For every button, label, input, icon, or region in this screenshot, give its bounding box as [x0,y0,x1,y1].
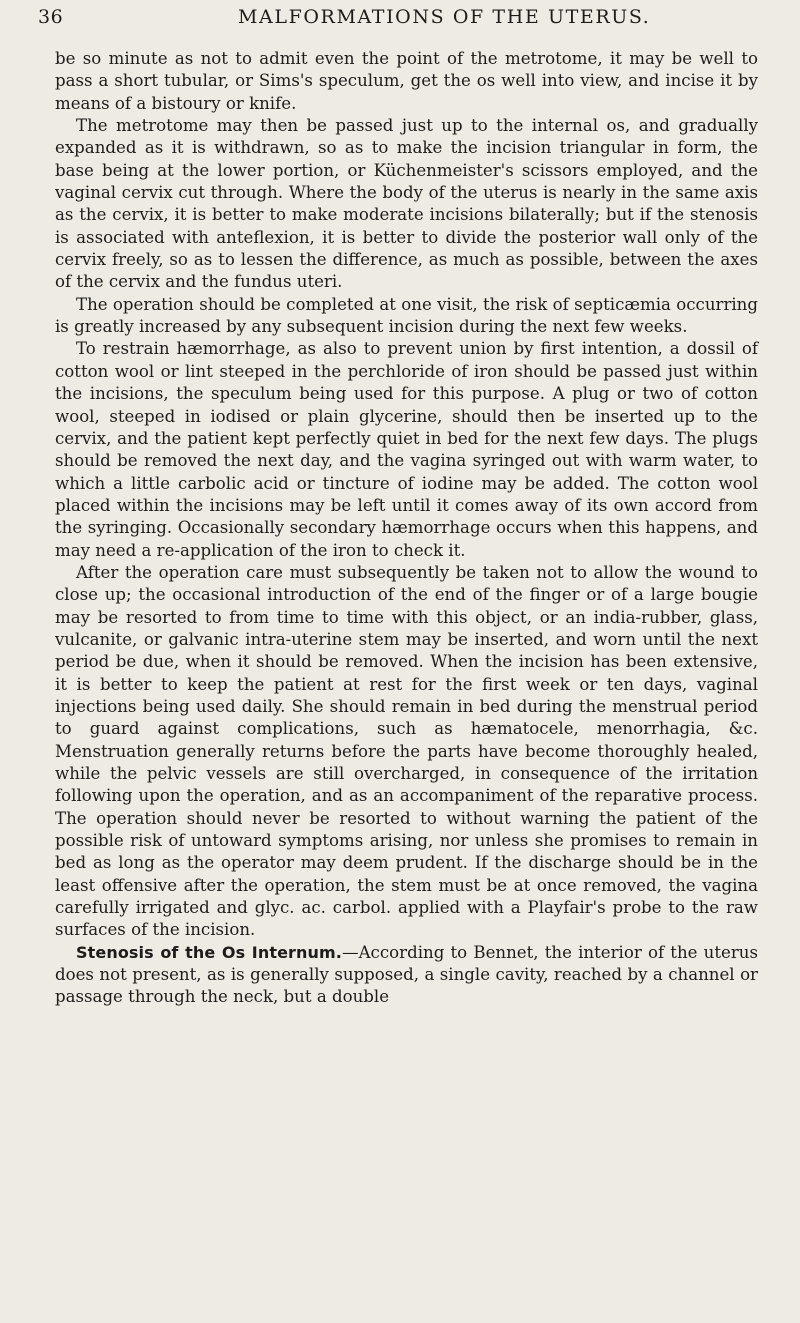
paragraph-aftercare: After the operation care must subsequently be taken not to allow the wound to close up; the occasional introduction of the end of the finger or of a large bougie may be resorted to from time to time with this object, or an india-rubber, glass, vulcanite, or galvanic intra-uterine stem may be inserted, and worn until the next period be due, when it should be removed. When the incision has been extensive, it is better to keep the patient at rest for the first week or ten days, vaginal injections being used daily. She should remain in bed during the menstrual period to guard against complications, such as hæmatocele, menorrhagia, &c. Menstruation generally returns before the parts have become thoroughly healed, while the pelvic vessels are still overcharged, in consequence of the irritation following upon the operation, and as an accompaniment of the reparative process. The operation should never be resorted to without warning the patient of the possible risk of untoward symptoms arising, nor unless she promises to remain in bed as long as the operator may deem prudent. If the discharge should be in the least offensive after the operation, the stem must be at once removed, the vagina carefully irrigated and glyc. ac. carbol. applied with a Playfair's probe to the raw surfaces of the incision. [55,562,758,940]
paragraph-haemorrhage: To restrain hæmorrhage, as also to prevent union by first intention, a dossil of cotton wool or lint steeped in the perchloride of iron should be passed just within the incisions, the speculum being used for this purpose. A plug or two of cotton wool, steeped in iodised or plain glycerine, should then be inserted up to the cervix, and the patient kept perfectly quiet in bed for the next few days. The plugs should be removed the next day, and the vagina syringed out with warm water, to which a little carbolic acid or tincture of iodine may be added. The cotton wool placed within the incisions may be left until it comes away of its own accord from the syringing. Occasionally secondary hæmorrhage occurs when this happens, and may need a re-application of the iron to check it. [55,339,758,560]
running-head [38,6,770,36]
body-text [55,48,758,1009]
running-title: MALFORMATIONS OF THE UTERUS. [238,6,651,28]
paragraph-stenosis-os-internum [55,942,758,1009]
paragraph-continuation: be so minute as not to admit even the point of the metrotome, it may be well to pass a short tubular, or Sims's speculum, get the os well into view, and incise it by means of a bistoury or knife. [55,49,758,113]
paragraph-metrotome: The metrotome may then be passed just up to the internal os, and gradually expanded as it is withdrawn, so as to make the incision triangular in form, the base being at the lower portion, or Küchenmeister's scissors employed, and the vaginal cervix cut through. Where the body of the uterus is nearly in the same axis as the cervix, it is better to make moderate incisions bilaterally; but if the stenosis is associated with anteflexion, it is better to divide the posterior wall only of the cervix freely, so as to lessen the difference, as much as possible, between the axes of the cervix and the fundus uteri. [55,116,758,292]
paragraph-septicaemia: The operation should be completed at one visit, the risk of septicæmia occurring is greatly increased by any subsequent incision during the next few weeks. [55,294,758,337]
page-number: 36 [38,6,64,28]
section-heading: Stenosis of the Os Internum. [76,942,342,962]
section-text: —According to Bennet, the interior of the uterus does not present, as is generally supposed, a single cavity, reached by a channel or passage through the neck, but a double [55,942,758,1007]
